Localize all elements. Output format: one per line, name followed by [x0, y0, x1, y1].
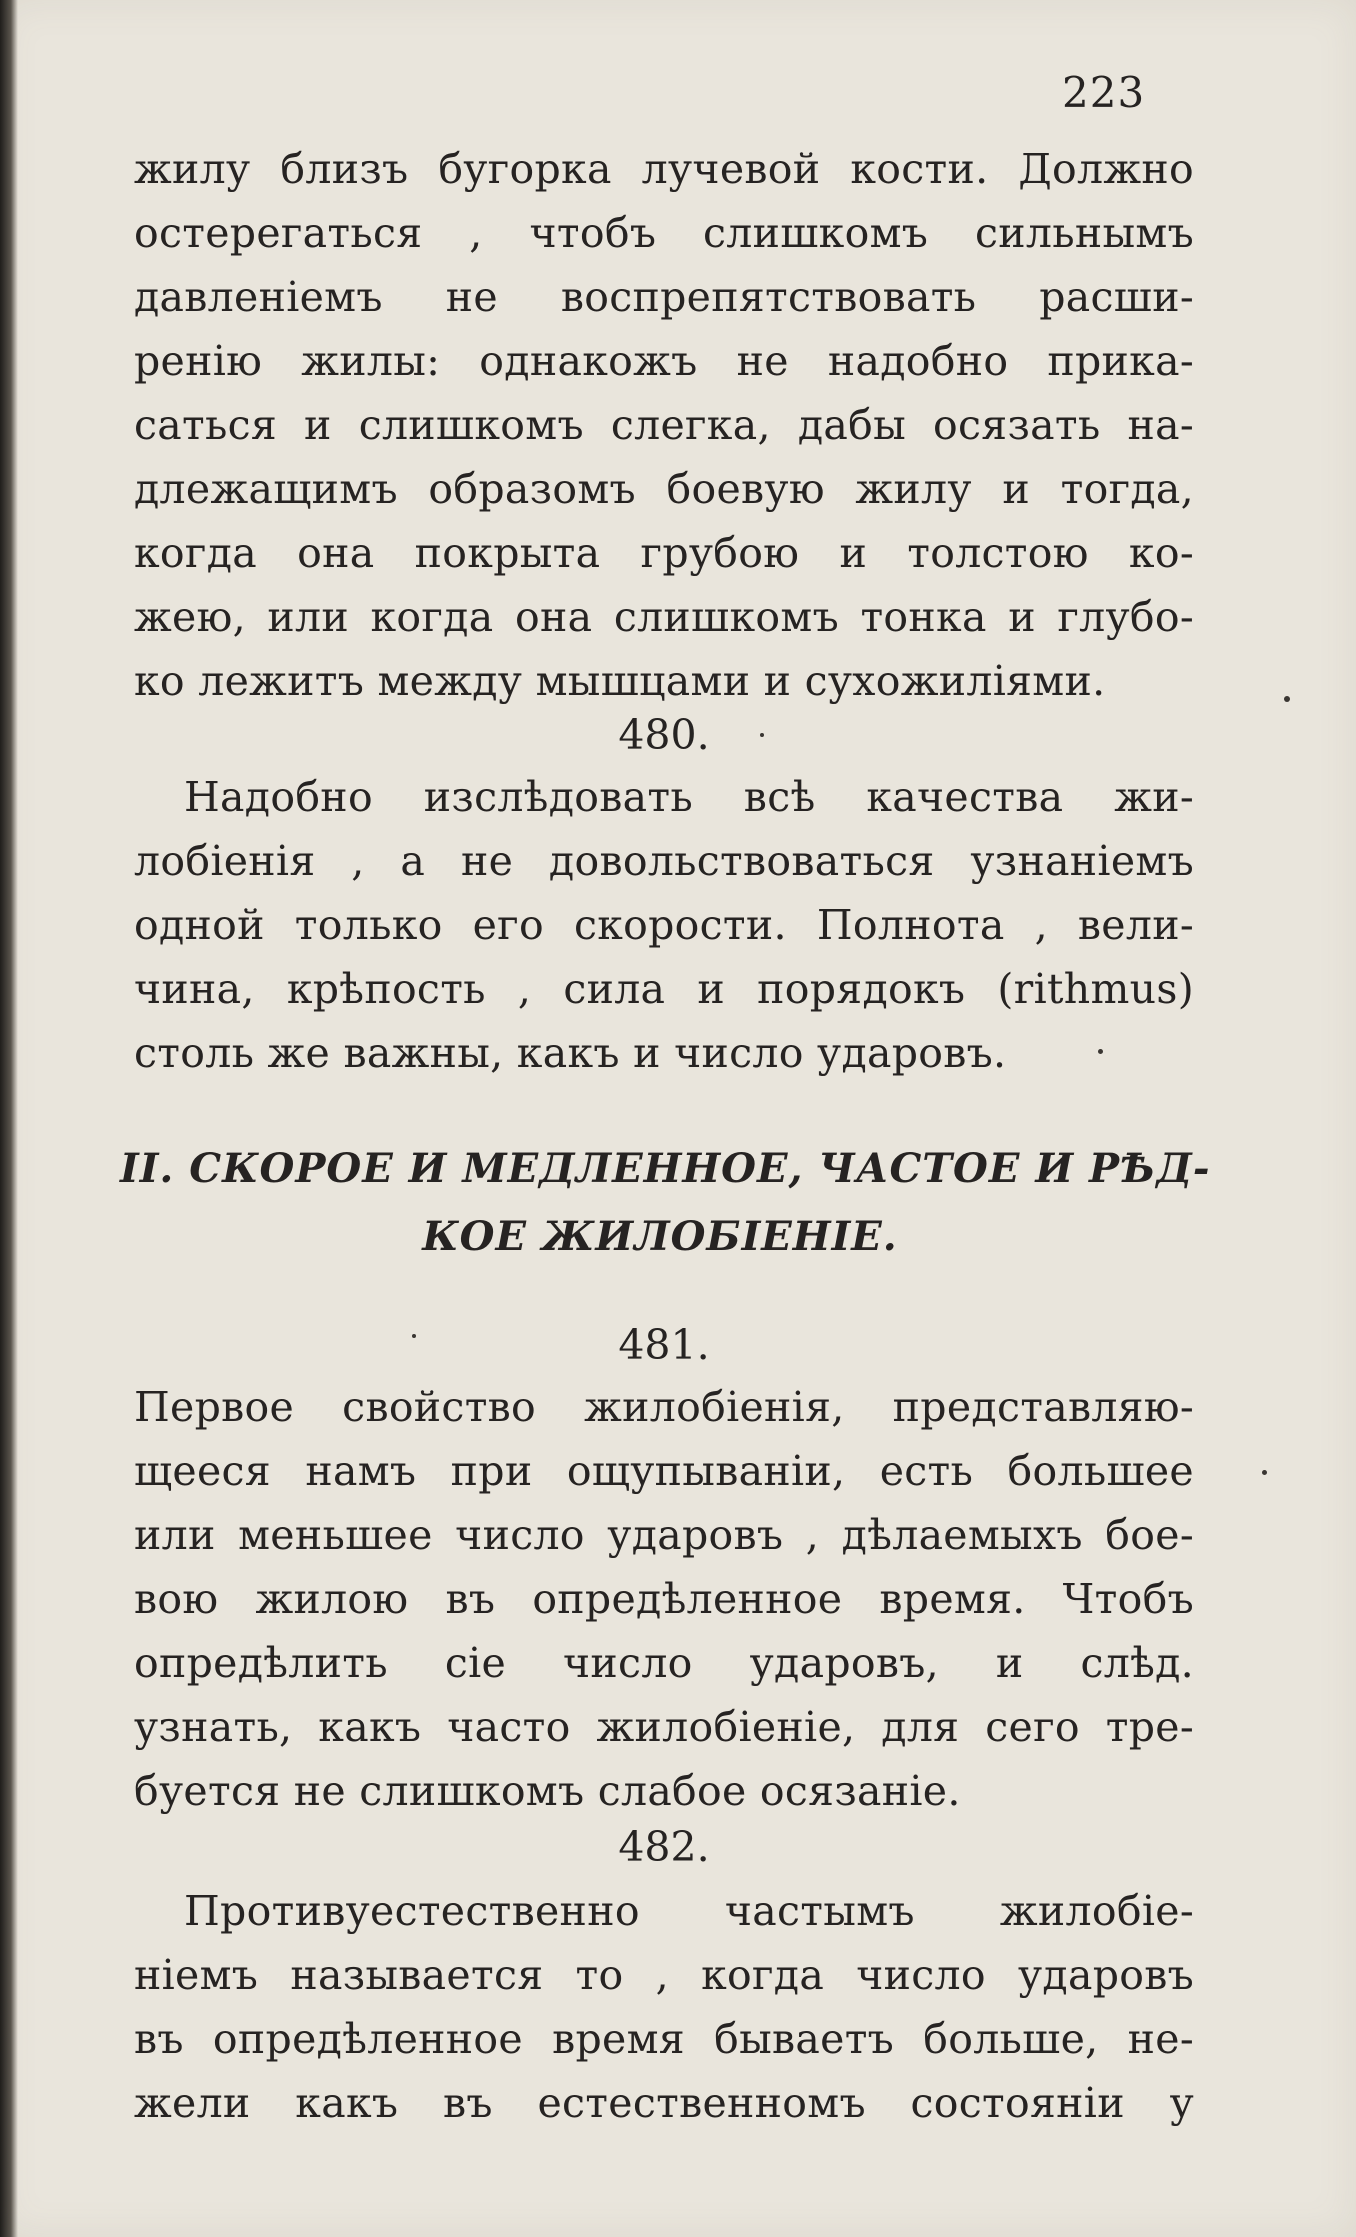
text-line: ренію жилы: однакожъ не надобно прика- — [134, 337, 1194, 385]
text-line: остерегаться , чтобъ слишкомъ сильнымъ — [134, 209, 1194, 257]
ink-speck — [760, 733, 764, 737]
section-number-480: 480. — [618, 711, 710, 759]
text-line: въ опредѣленное время бываетъ больше, не- — [134, 2015, 1194, 2063]
text-line: столь же важны, какъ и число ударовъ. — [134, 1029, 1007, 1077]
text-line: Противуестественно частымъ жилобіе- — [184, 1887, 1194, 1935]
text-line: ніемъ называется то , когда число ударовъ — [134, 1951, 1194, 1999]
text-line: давленіемъ не воспрепятствовать расши- — [134, 273, 1194, 321]
text-line: саться и слишкомъ слегка, дабы осязать на- — [134, 401, 1194, 449]
text-line: щееся намъ при ощупываніи, есть большее — [134, 1447, 1194, 1495]
text-line: вою жилою въ опредѣленное время. Чтобъ — [134, 1575, 1194, 1623]
text-line: когда она покрыта грубою и толстою ко- — [134, 529, 1194, 577]
section-number-481: 481. — [618, 1321, 710, 1369]
text-line: буется не слишкомъ слабое осязаніе. — [134, 1767, 961, 1815]
ink-speck — [1098, 1049, 1103, 1054]
ink-speck — [1284, 696, 1290, 702]
text-line: жею, или когда она слишкомъ тонка и глубо- — [134, 593, 1194, 641]
text-line: жилу близъ бугорка лучевой кости. Должно — [134, 145, 1194, 193]
text-line: Первое свойство жилобіенія, представляю- — [134, 1383, 1194, 1431]
text-line: ко лежитъ между мышцами и сухожиліями. — [134, 657, 1106, 705]
text-line: или меньшее число ударовъ , дѣлаемыхъ бое- — [134, 1511, 1194, 1559]
text-line: узнать, какъ часто жилобіеніе, для сего тре- — [134, 1703, 1194, 1751]
text-line: опредѣлить сіе число ударовъ, и слѣд. — [134, 1639, 1194, 1687]
text-line: Надобно изслѣдовать всѣ качества жи- — [184, 773, 1194, 821]
chapter-heading-line-2: КОЕ ЖИЛОБІЕНІЕ. — [422, 1213, 898, 1260]
chapter-heading-line-1: II. СКОРОЕ И МЕДЛЕННОЕ, ЧАСТОЕ И РѢД- — [120, 1145, 1211, 1192]
ink-speck — [1262, 1470, 1267, 1475]
text-line: одной только его скорости. Полнота , вели- — [134, 901, 1194, 949]
text-line: жели какъ въ естественномъ состояніи у — [134, 2079, 1194, 2127]
page-number: 223 — [1062, 68, 1146, 117]
section-number-482: 482. — [618, 1823, 710, 1871]
text-line: лобіенія , а не довольствоваться узнаніемъ — [134, 837, 1194, 885]
text-line: длежащимъ образомъ боевую жилу и тогда, — [134, 465, 1194, 513]
text-line: чина, крѣпость , сила и порядокъ (rithmus) — [134, 965, 1194, 1013]
ink-speck — [412, 1334, 416, 1338]
